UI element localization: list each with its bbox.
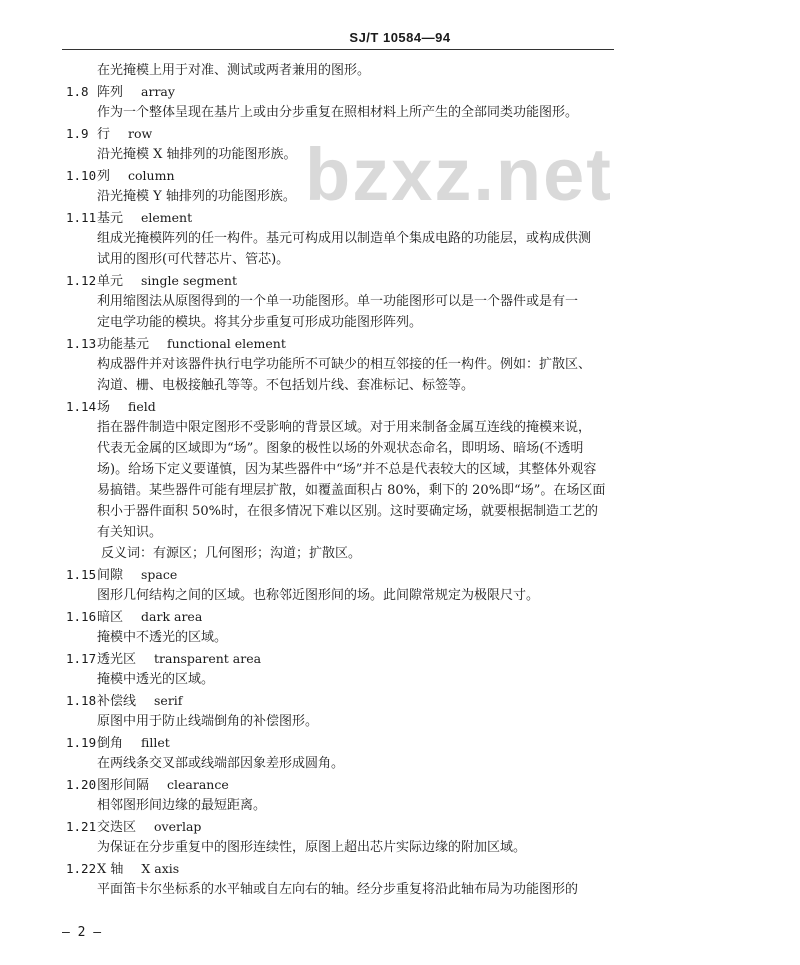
term-heading bbox=[0, 123, 800, 144]
term-english: column bbox=[128, 168, 175, 183]
term-title bbox=[97, 816, 201, 838]
definition-line bbox=[0, 585, 800, 606]
term-chinese: 列 bbox=[97, 169, 111, 184]
term-english: X axis bbox=[141, 861, 180, 876]
definition-text: 有关知识。 bbox=[97, 525, 163, 540]
term-chinese: 功能基元 bbox=[97, 337, 150, 352]
term-number: 1.22 bbox=[66, 861, 97, 876]
definition-line bbox=[0, 354, 800, 375]
term-chinese: 场 bbox=[97, 400, 111, 415]
watermark: bzxz.net bbox=[305, 133, 613, 216]
term-english: transparent area bbox=[154, 651, 262, 666]
term-english: dark area bbox=[141, 609, 203, 624]
term-title bbox=[97, 858, 179, 880]
term-title bbox=[97, 690, 182, 712]
term-number: 1.10 bbox=[66, 168, 97, 183]
definition-text: 在两线条交叉部或线端部因象差形成圆角。 bbox=[97, 756, 345, 771]
term-chinese: 倒角 bbox=[97, 736, 124, 751]
term-number: 1.17 bbox=[66, 651, 97, 666]
term-heading bbox=[0, 81, 800, 102]
term-heading bbox=[0, 207, 800, 228]
term-english: fillet bbox=[141, 735, 170, 750]
term-number: 1.20 bbox=[66, 777, 97, 792]
term-english: space bbox=[141, 567, 178, 582]
definition-line bbox=[0, 375, 800, 396]
definition-text: 在光掩模上用于对准、测试或两者兼用的图形。 bbox=[97, 63, 371, 78]
term-number: 1.18 bbox=[66, 693, 97, 708]
term-title bbox=[97, 396, 156, 418]
definition-line bbox=[0, 312, 800, 333]
term-heading bbox=[0, 816, 800, 837]
definition-line bbox=[0, 438, 800, 459]
term-number: 1.9 bbox=[66, 126, 89, 141]
definition-text: 组成光掩模阵列的任一构件。基元可构成用以制造单个集成电路的功能层，或构成供测 bbox=[97, 231, 592, 246]
term-number: 1.21 bbox=[66, 819, 97, 834]
term-english: element bbox=[141, 210, 193, 225]
definition-line bbox=[0, 837, 800, 858]
term-english: field bbox=[128, 399, 156, 414]
term-heading bbox=[0, 165, 800, 186]
term-number: 1.8 bbox=[66, 84, 89, 99]
term-number: 1.11 bbox=[66, 210, 97, 225]
definition-line bbox=[0, 669, 800, 690]
definition-text: 原图中用于防止线端倒角的补偿图形。 bbox=[97, 714, 319, 729]
definition-line bbox=[0, 627, 800, 648]
definition-text: 沟道、栅、电极接触孔等等。不包括划片线、套准标记、标签等。 bbox=[97, 378, 475, 393]
term-chinese: 暗区 bbox=[97, 610, 124, 625]
term-number: 1.13 bbox=[66, 336, 97, 351]
term-number: 1.14 bbox=[66, 399, 97, 414]
term-title bbox=[97, 774, 229, 796]
term-english: serif bbox=[154, 693, 183, 708]
term-number: 1.19 bbox=[66, 735, 97, 750]
term-heading bbox=[0, 270, 800, 291]
term-chinese: 透光区 bbox=[97, 652, 137, 667]
term-chinese: 图形间隔 bbox=[97, 778, 150, 793]
definition-text: 易搞错。某些器件可能有埋层扩散，如覆盖面积占 80%，剩下的 20%即“场”。在场区面 bbox=[97, 483, 606, 498]
term-heading bbox=[0, 396, 800, 417]
term-heading bbox=[0, 690, 800, 711]
definition-line bbox=[0, 144, 800, 165]
term-title bbox=[97, 123, 152, 145]
term-title bbox=[97, 333, 286, 355]
term-number: 1.12 bbox=[66, 273, 97, 288]
term-number: 1.16 bbox=[66, 609, 97, 624]
term-number: 1.15 bbox=[66, 567, 97, 582]
definition-text: 构成器件并对该器件执行电学功能所不可缺少的相互邻接的任一构件。例如：扩散区、 bbox=[97, 357, 592, 372]
term-english: clearance bbox=[167, 777, 229, 792]
definition-line bbox=[0, 522, 800, 543]
term-chinese: 基元 bbox=[97, 211, 124, 226]
definition-text: 积小于器件面积 50%时，在很多情况下难以区别。这时要确定场，就要根据制造工艺的 bbox=[97, 504, 599, 519]
definition-line bbox=[0, 753, 800, 774]
term-heading bbox=[0, 774, 800, 795]
definition-text: 定电学功能的模块。将其分步重复可形成功能图形阵列。 bbox=[97, 315, 423, 330]
term-chinese: 补偿线 bbox=[97, 694, 137, 709]
definition-text: 掩模中透光的区域。 bbox=[97, 672, 215, 687]
definition-line bbox=[0, 417, 800, 438]
definition-line bbox=[0, 228, 800, 249]
definition-text: 相邻图形间边缘的最短距离。 bbox=[97, 798, 267, 813]
term-chinese: 阵列 bbox=[97, 85, 124, 100]
definition-text: 指在器件制造中限定图形不受影响的背景区域。对于用来制备金属互连线的掩模来说， bbox=[97, 420, 592, 435]
definition-text: 平面笛卡尔坐标系的水平轴或自左向右的轴。经分步重复将沿此轴布局为功能图形的 bbox=[97, 882, 579, 897]
definition-line bbox=[0, 249, 800, 270]
term-title bbox=[97, 648, 261, 670]
standard-code-header: SJ/T 10584—94 bbox=[349, 30, 451, 45]
definition-text: 反义词：有源区；几何图形；沟道；扩散区。 bbox=[101, 546, 362, 561]
definition-line bbox=[0, 711, 800, 732]
term-english: functional element bbox=[167, 336, 286, 351]
term-chinese: 交迭区 bbox=[97, 820, 137, 835]
definition-text: 图形几何结构之间的区域。也称邻近图形间的场。此间隙常规定为极限尺寸。 bbox=[97, 588, 540, 603]
terms-list bbox=[0, 60, 800, 900]
term-title bbox=[97, 270, 237, 292]
term-heading bbox=[0, 732, 800, 753]
definition-line bbox=[0, 291, 800, 312]
term-heading bbox=[0, 564, 800, 585]
term-title bbox=[97, 732, 170, 754]
definition-line bbox=[0, 795, 800, 816]
term-english: array bbox=[141, 84, 175, 99]
definition-line bbox=[0, 186, 800, 207]
definition-text: 为保证在分步重复中的图形连续性，原图上超出芯片实际边缘的附加区域。 bbox=[97, 840, 527, 855]
term-heading bbox=[0, 606, 800, 627]
header-rule bbox=[62, 49, 614, 50]
term-chinese: 单元 bbox=[97, 274, 124, 289]
definition-text: 沿光掩模 Y 轴排列的功能图形族。 bbox=[97, 189, 296, 204]
term-english: single segment bbox=[141, 273, 237, 288]
definition-line bbox=[0, 501, 800, 522]
definition-text: 场)。给场下定义要谨慎，因为某些器件中“场”并不总是代表较大的区域，其整体外观容 bbox=[97, 462, 597, 477]
definition-text: 掩模中不透光的区域。 bbox=[97, 630, 228, 645]
term-english: row bbox=[128, 126, 153, 141]
term-chinese: X 轴 bbox=[97, 862, 124, 877]
term-title bbox=[97, 564, 177, 586]
term-english: overlap bbox=[154, 819, 202, 834]
page-number: — 2 — bbox=[62, 925, 102, 940]
term-chinese: 间隙 bbox=[97, 568, 124, 583]
term-title bbox=[97, 606, 202, 628]
definition-text: 试用的图形(可代替芯片、管芯)。 bbox=[97, 252, 290, 267]
definition-text: 沿光掩模 X 轴排列的功能图形族。 bbox=[97, 147, 297, 162]
term-title bbox=[97, 207, 192, 229]
definition-text: 作为一个整体呈现在基片上或由分步重复在照相材料上所产生的全部同类功能图形。 bbox=[97, 105, 579, 120]
definition-line bbox=[0, 102, 800, 123]
definition-text: 代表无金属的区域即为“场”。图象的极性以场的外观状态命名，即明场、暗场(不透明 bbox=[97, 441, 584, 456]
definition-line bbox=[0, 480, 800, 501]
definition-line bbox=[0, 459, 800, 480]
antonym-line bbox=[0, 543, 800, 564]
definition-line bbox=[0, 879, 800, 900]
term-title bbox=[97, 165, 175, 187]
term-chinese: 行 bbox=[97, 127, 111, 142]
term-heading bbox=[0, 333, 800, 354]
term-heading bbox=[0, 858, 800, 879]
definition-line bbox=[0, 60, 800, 81]
term-title bbox=[97, 81, 175, 103]
term-heading bbox=[0, 648, 800, 669]
definition-text: 利用缩图法从原图得到的一个单一功能图形。单一功能图形可以是一个器件或是有一 bbox=[97, 294, 579, 309]
